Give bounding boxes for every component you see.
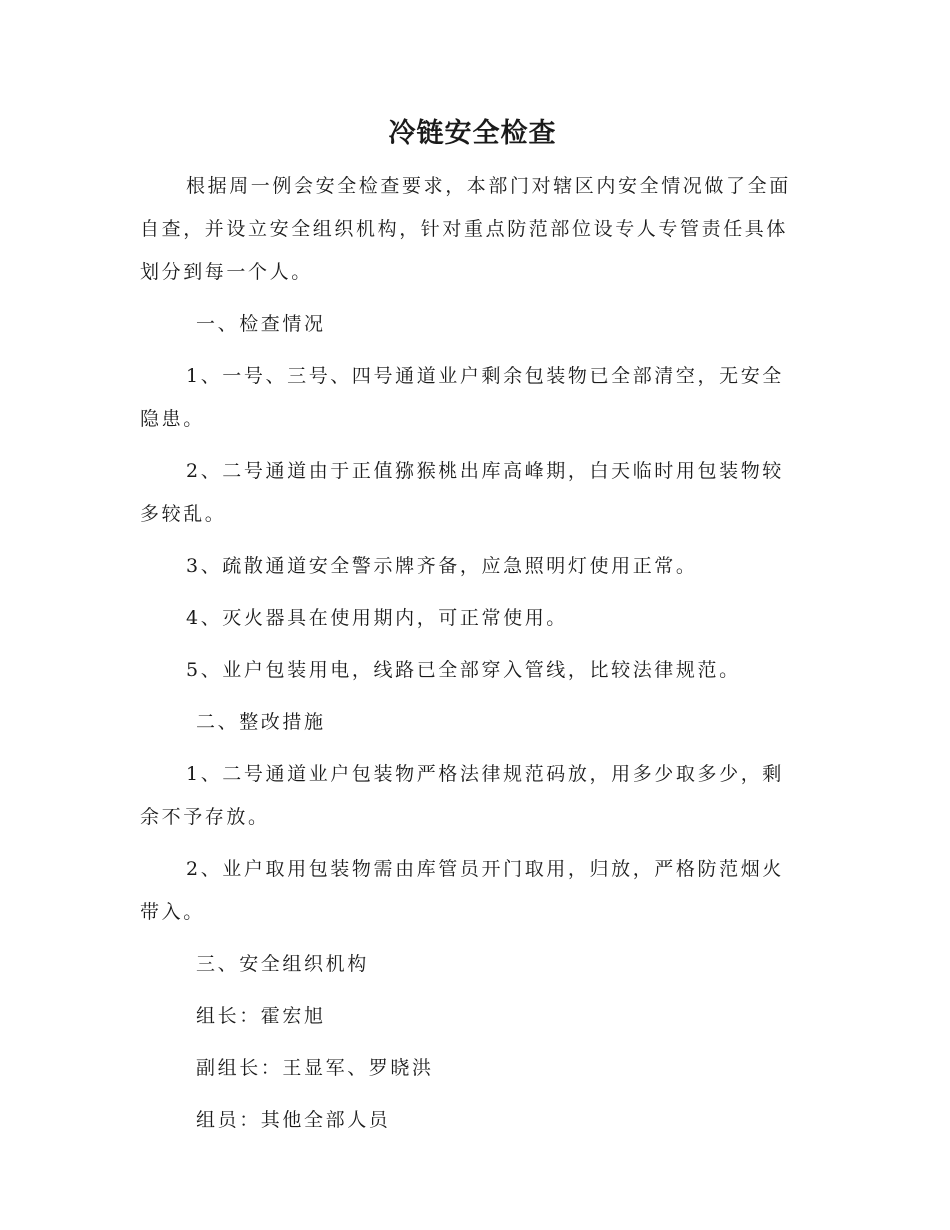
inspection-item-3: 3、疏散通道安全警示牌齐备，应急照明灯使用正常。 — [186, 555, 698, 577]
org-leader: 组长：霍宏旭 — [196, 1005, 326, 1027]
section-heading-rectification: 二、整改措施 — [196, 711, 326, 733]
rectification-item-2: 2、业户取用包装物需由库管员开门取用，归放，严格防范烟火带入。 — [140, 858, 784, 923]
document-title: 冷链安全检查 — [388, 118, 557, 149]
section-heading-inspection: 一、检查情况 — [196, 313, 326, 335]
inspection-item-5: 5、业户包装用电，线路已全部穿入管线，比较法律规范。 — [186, 659, 741, 681]
org-deputy-leaders: 副组长：王显军、罗晓洪 — [196, 1057, 434, 1079]
inspection-item-4: 4、灭火器具在使用期内，可正常使用。 — [186, 607, 568, 629]
section-heading-organization: 三、安全组织机构 — [196, 953, 369, 975]
inspection-item-1: 1、一号、三号、四号通道业户剩余包装物已全部清空，无安全隐患。 — [140, 365, 784, 430]
org-members: 组员：其他全部人员 — [196, 1109, 391, 1131]
intro-paragraph: 根据周一例会安全检查要求，本部门对辖区内安全情况做了全面自查，并设立安全组织机构，针对重点防范部位设专人专管责任具体划分到每一个人。 — [140, 175, 791, 283]
inspection-item-2: 2、二号通道由于正值猕猴桃出库高峰期，白天临时用包装物较多较乱。 — [140, 460, 784, 525]
rectification-item-1: 1、二号通道业户包装物严格法律规范码放，用多少取多少，剩余不予存放。 — [140, 763, 784, 828]
